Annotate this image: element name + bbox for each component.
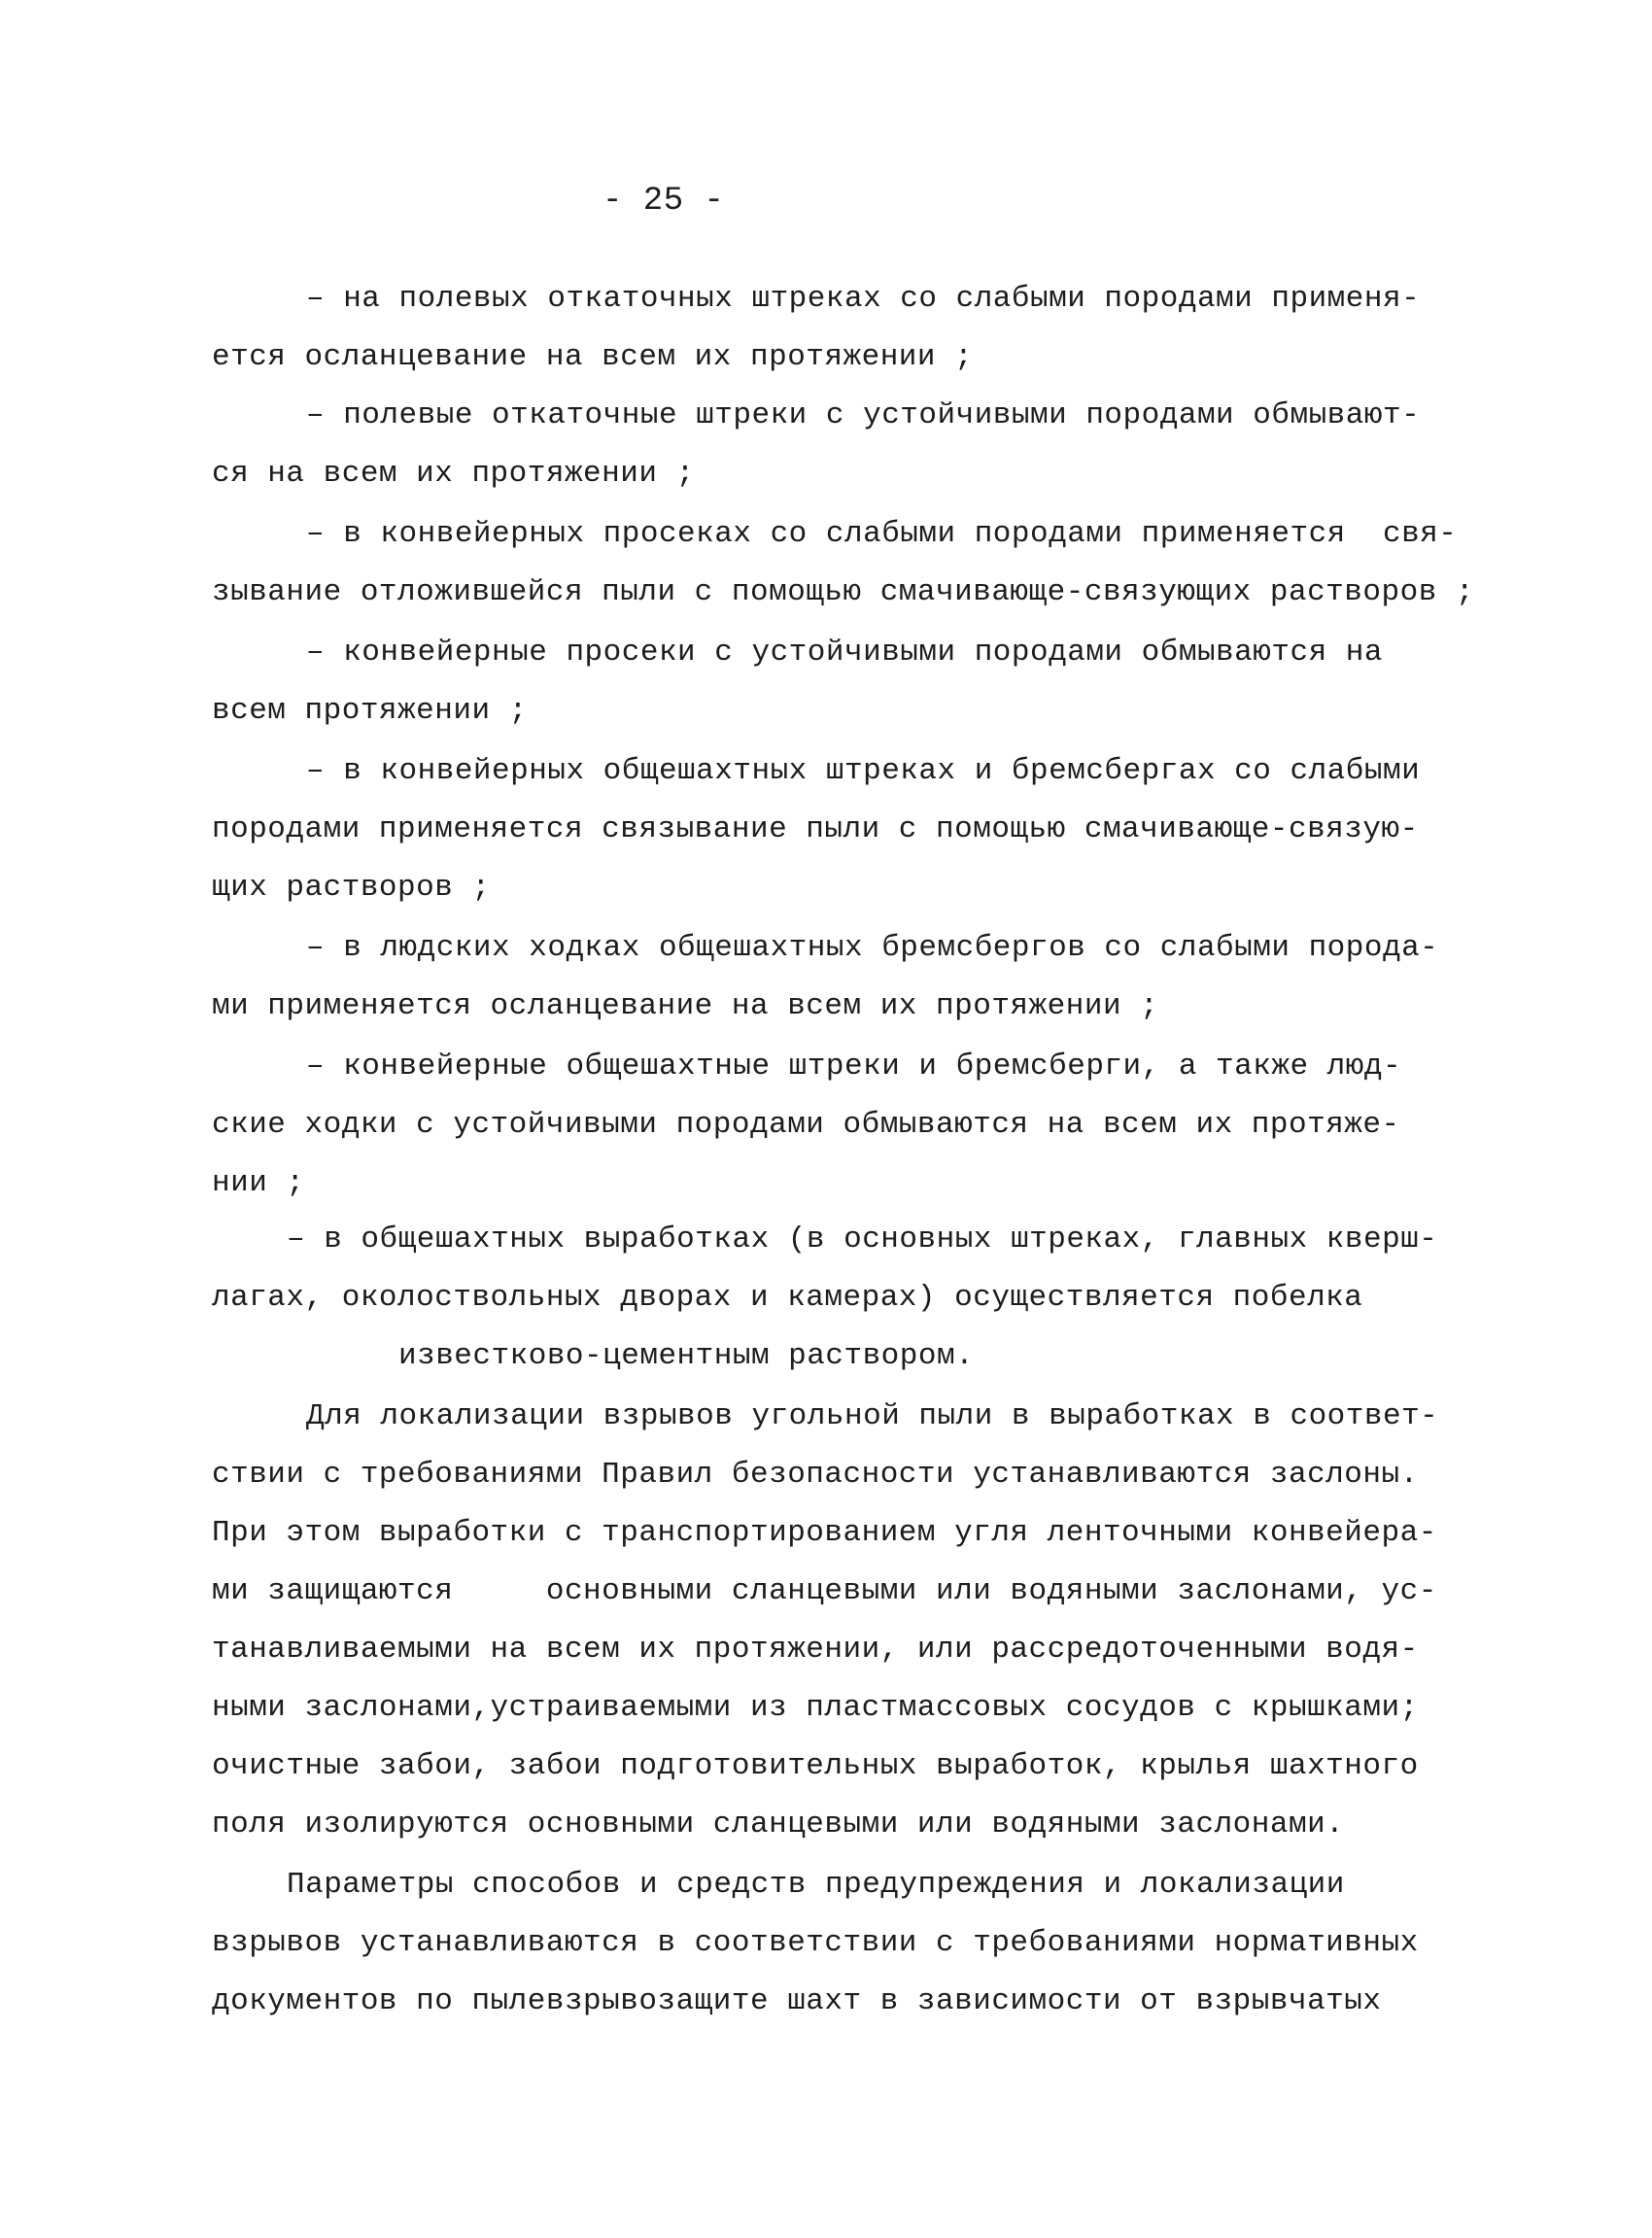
text-line: При этом выработки с транспортированием угля ленточными конвейера- [212, 1516, 1437, 1550]
text-line: – конвейерные просеки с устойчивыми породами обмываются на [306, 636, 1383, 670]
text-line: ными заслонами,устраиваемыми из пластмассовых сосудов с крышками; [212, 1691, 1419, 1725]
text-line: всем протяжении ; [212, 694, 528, 728]
text-line: нии ; [212, 1166, 305, 1200]
text-line: ские ходки с устойчивыми породами обмываются на всем их протяже- [212, 1108, 1400, 1142]
text-line: ми защищаются основными сланцевыми или водяными заслонами, ус- [212, 1574, 1437, 1608]
text-line: ется осланцевание на всем их протяжении ; [212, 340, 974, 374]
text-line: – в людских ходках общешахтных бремсбергов со слабыми порода- [306, 931, 1439, 965]
text-line: – в общешахтных выработках (в основных штреках, главных кверш- [287, 1222, 1438, 1257]
page-number: - 25 - [602, 183, 725, 220]
text-line: танавливаемыми на всем их протяжении, или рассредоточенными водя- [212, 1633, 1419, 1667]
text-line: щих растворов ; [212, 871, 491, 905]
text-line: – конвейерные общешахтные штреки и бремсберги, а также люд- [306, 1050, 1402, 1084]
text-line: Параметры способов и средств предупреждения и локализации [287, 1868, 1345, 1902]
text-line: – в конвейерных просеках со слабыми породами применяется свя- [306, 517, 1458, 551]
text-line: ми применяется осланцевание на всем их протяжении ; [212, 989, 1159, 1023]
text-line: – в конвейерных общешахтных штреках и бремсбергах со слабыми [306, 754, 1421, 788]
text-line: ся на всем их протяжении ; [212, 457, 695, 491]
text-line: очистные забои, забои подготовительных выработок, крылья шахтного [212, 1749, 1419, 1783]
text-line: ствии с требованиями Правил безопасности устанавливаются заслоны. [212, 1458, 1419, 1492]
text-line: породами применяется связывание пыли с помощью смачивающе-связую- [212, 812, 1419, 846]
text-line: взрывов устанавливаются в соответствии с требованиями нормативных [212, 1926, 1419, 1960]
text-line: документов по пылевзрывозащите шахт в зависимости от взрывчатых [212, 1984, 1382, 2018]
text-line: лагах, околоствольных дворах и камерах) осуществляется побелка [212, 1281, 1363, 1315]
text-line: Для локализации взрывов угольной пыли в выработках в соответ- [306, 1399, 1439, 1433]
text-line: зывание отложившейся пыли с помощью смачивающе-связующих растворов ; [212, 575, 1475, 609]
text-line: поля изолируются основными сланцевыми или водяными заслонами. [212, 1808, 1345, 1842]
text-line: – полевые откаточные штреки с устойчивыми породами обмывают- [306, 398, 1421, 432]
text-line: – на полевых откаточных штреках со слабыми породами применя- [306, 282, 1421, 316]
text-line: известково-цементным раствором. [398, 1339, 975, 1373]
